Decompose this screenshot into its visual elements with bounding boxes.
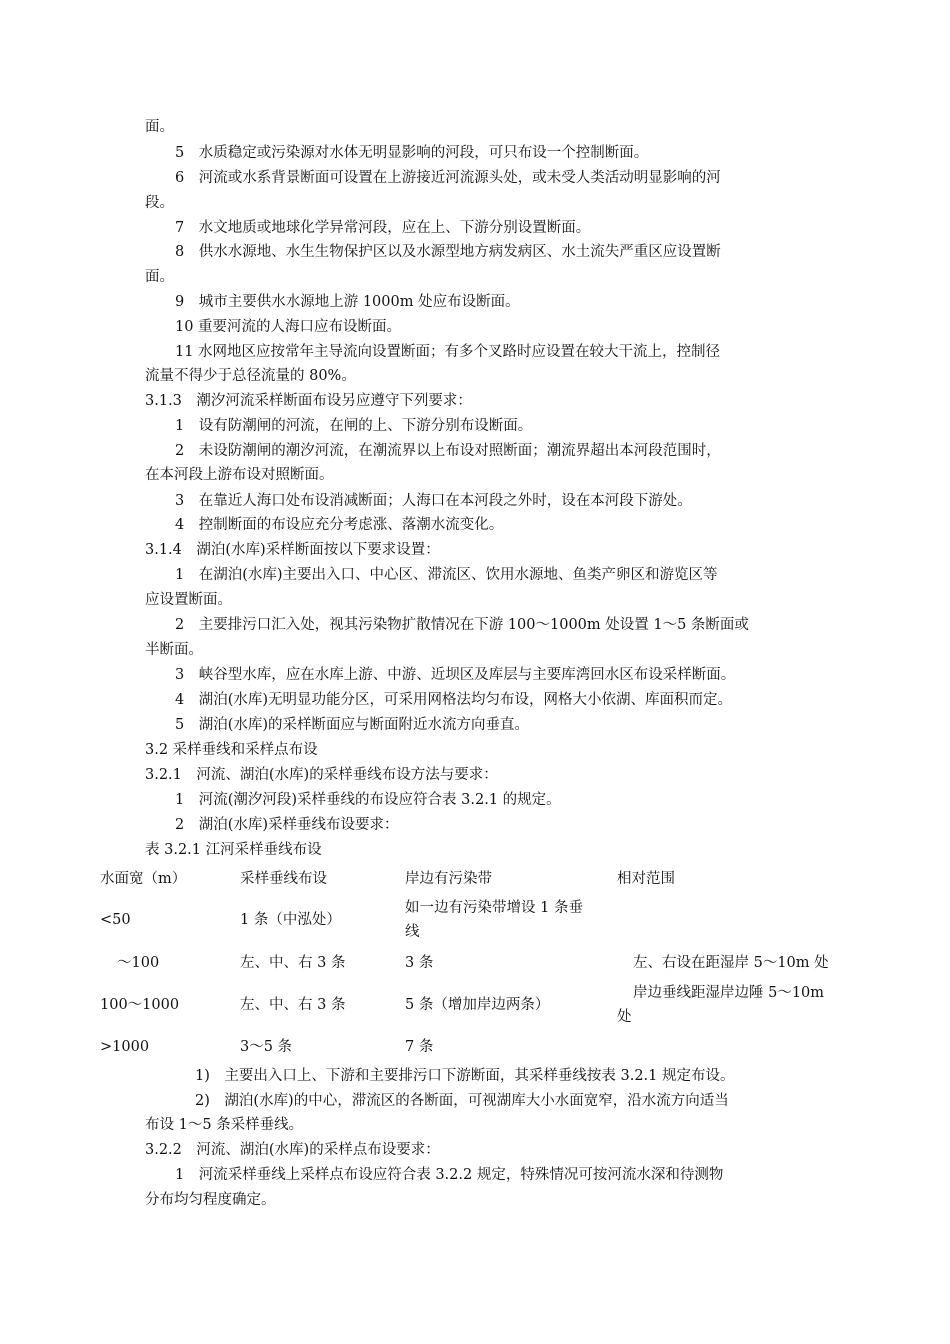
- table-header-cell: 水面宽（m）: [100, 871, 187, 887]
- section-heading: 3.1.4 湖泊(水库)采样断面按以下要求设置：: [145, 542, 440, 558]
- table-cell: 3 条: [405, 955, 434, 971]
- text-line: 9 城市主要供水水源地上游 1000m 处应布设断面。: [175, 294, 520, 310]
- table-cell: 左、中、右 3 条: [240, 955, 346, 971]
- section-heading: 3.2 采样垂线和采样点布设: [145, 742, 318, 758]
- text-line: 3 峡谷型水库，应在水库上游、中游、近坝区及库层与主要库湾回水区布设采样断面。: [175, 667, 736, 683]
- table-cell: <50: [100, 912, 131, 928]
- text-line: 4 控制断面的布设应充分考虑涨、落潮水流变化。: [175, 517, 504, 533]
- text-line: 面。: [145, 119, 174, 135]
- text-line: 7 水文地质或地球化学异常河段，应在上、下游分别设置断面。: [175, 220, 591, 236]
- text-line: 2 湖泊(水库)采样垂线布设要求：: [175, 817, 399, 833]
- note-line: 1) 主要出入口上、下游和主要排污口下游断面，其采样垂线按表 3.2.1 规定布设。: [195, 1068, 735, 1084]
- table-header-cell: 相对范围: [617, 871, 675, 887]
- table-cell: 处: [617, 1009, 632, 1025]
- text-line: 分布均匀程度确定。: [145, 1192, 276, 1208]
- text-line: 8 供水水源地、水生生物保护区以及水源型地方病发病区、水土流失严重区应设置断: [175, 244, 721, 260]
- note-line: 布设 1～5 条采样垂线。: [145, 1117, 304, 1133]
- table-cell: >1000: [100, 1039, 150, 1055]
- table-caption: 表 3.2.1 江河采样垂线布设: [145, 842, 322, 858]
- text-line: 流量不得少于总径流量的 80%。: [145, 368, 356, 384]
- table-cell: 100～1000: [100, 997, 180, 1013]
- table-header-cell: 采样垂线布设: [240, 871, 327, 887]
- table-cell: 岸边垂线距湿岸边陲 5～10m: [633, 985, 825, 1001]
- text-line: 1 河流(潮汐河段)采样垂线的布设应符合表 3.2.1 的规定。: [175, 792, 561, 808]
- table-cell: 左、中、右 3 条: [240, 997, 346, 1013]
- text-line: 半断面。: [145, 642, 203, 658]
- text-line: 11 水网地区应按常年主导流向设置断面；有多个叉路时应设置在较大干流上，控制径: [175, 344, 721, 360]
- table-header-cell: 岸边有污染带: [405, 871, 492, 887]
- text-line: 10 重要河流的人海口应布设断面。: [175, 319, 402, 335]
- text-line: 2 主要排污口汇入处，视其污染物扩散情况在下游 100～1000m 处设置 1～5 条断面或: [175, 617, 749, 633]
- table-cell: 线: [405, 924, 420, 940]
- note-line: 2) 湖泊(水库)的中心，滞流区的各断面，可视湖库大小水面宽窄，沿水流方向适当: [195, 1093, 729, 1109]
- table-cell: 1 条（中泓处）: [240, 912, 341, 928]
- table-cell: 左、右设在距湿岸 5～10m 处: [633, 955, 829, 971]
- text-line: 面。: [145, 269, 174, 285]
- text-line: 1 设有防潮闸的河流，在闸的上、下游分别布设断面。: [175, 418, 533, 434]
- text-line: 4 湖泊(水库)无明显功能分区，可采用网格法均匀布设，网格大小依湖、库面积而定。: [175, 692, 733, 708]
- text-line: 5 湖泊(水库)的采样断面应与断面附近水流方向垂直。: [175, 717, 530, 733]
- section-heading: 3.2.2 河流、湖泊(水库)的采样点布设要求：: [145, 1142, 440, 1158]
- section-heading: 3.1.3 潮汐河流采样断面布设另应遵守下列要求：: [145, 393, 472, 409]
- table-cell: 7 条: [405, 1039, 434, 1055]
- text-line: 6 河流或水系背景断面可设置在上游接近河流源头处，或未受人类活动明显影响的河: [175, 170, 721, 186]
- text-line: 1 河流采样垂线上采样点布设应符合表 3.2.2 规定，特殊情况可按河流水深和待测物: [175, 1167, 724, 1183]
- text-line: 应设置断面。: [145, 592, 232, 608]
- text-line: 段。: [145, 195, 174, 211]
- table-cell: 3～5 条: [240, 1039, 293, 1055]
- text-line: 2 未设防潮闸的潮汐河流，在潮流界以上布设对照断面；潮流界超出本河段范围时，: [175, 443, 721, 459]
- text-line: 5 水质稳定或污染源对水体无明显影响的河段，可只布设一个控制断面。: [175, 145, 649, 161]
- text-line: 1 在湖泊(水库)主要出入口、中心区、滞流区、饮用水源地、鱼类产卵区和游览区等: [175, 567, 718, 583]
- text-line: 3 在靠近人海口处布设消减断面；人海口在本河段之外时，设在本河段下游处。: [175, 493, 692, 509]
- table-cell: 如一边有污染带增设 1 条垂: [405, 900, 583, 916]
- section-heading: 3.2.1 河流、湖泊(水库)的采样垂线布设方法与要求：: [145, 767, 498, 783]
- table-cell: ～100: [117, 955, 160, 971]
- table-cell: 5 条（增加岸边两条）: [405, 997, 550, 1013]
- text-line: 在本河段上游布设对照断面。: [145, 467, 334, 483]
